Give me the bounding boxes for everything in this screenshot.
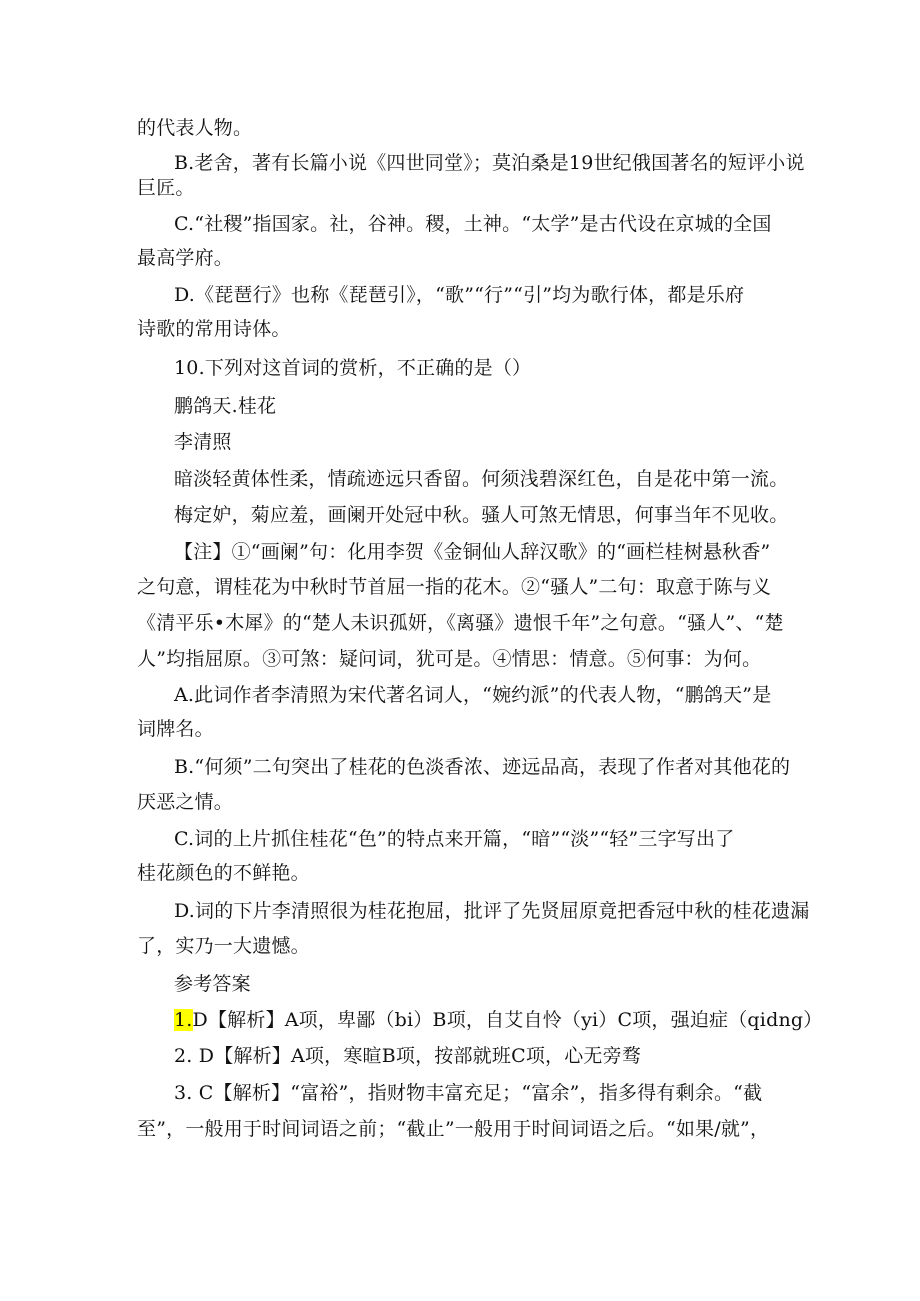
text-line: 桂花颜色的不鲜艳。 [137,862,310,884]
answer-3: 3. C【解析】“富裕”，指财物丰富充足；“富余”，指多得有剩余。“截 [174,1082,763,1104]
option-d-line: D.词的下片李清照很为桂花抱屈，批评了先贤屈原竟把香冠中秋的桂花遗漏 [174,900,810,922]
answer-2: 2. D【解析】A项，寒暄B项，按部就班C项，心无旁骛 [174,1045,642,1067]
option-b-line: B.老舍，著有长篇小说《四世同堂》；莫泊桑是19世纪俄国著名的短评小说 [174,152,805,174]
option-d-line: D.《琵琶行》也称《琵琶引》，“歌”“行”“引”均为歌行体，都是乐府 [174,284,745,306]
text-line: 的代表人物。 [137,117,253,139]
note-line: 人”均指屈原。③可煞：疑问词，犹可是。④情思：情意。⑤何事：为何。 [137,648,762,670]
text-line: 词牌名。 [137,718,214,740]
option-c-line: C.“社稷”指国家。社，谷神。稷，土神。“太学”是古代设在京城的全国 [174,213,772,235]
note-line: 之句意，谓桂花为中秋时节首屈一指的花木。②“骚人”二句：取意于陈与义 [137,576,772,598]
text-line: 诗歌的常用诗体。 [137,318,291,340]
text-line: 厌恶之情。 [137,791,234,813]
option-a-line: A.此词作者李清照为宋代著名词人，“婉约派”的代表人物，“鹏鸽天”是 [174,684,772,706]
poem-title: 鹏鸽天.桂花 [174,395,277,417]
text-line: 至”，一般用于时间词语之前；“截止”一般用于时间词语之后。“如果/就”， [137,1118,770,1140]
note-line: 【注】①“画阑”句：化用李贺《金铜仙人辞汉歌》的“画栏桂树悬秋香” [174,541,771,563]
question-10: 10.下列对这首词的赏析，不正确的是（） [174,357,532,379]
text-line: 最高学府。 [137,247,234,269]
poem-line-2: 梅定妒，菊应羞，画阑开处冠中秋。骚人可煞无情思，何事当年不见收。 [174,504,789,526]
answer-1 [174,1008,822,1032]
text-line: 巨匠。 [137,177,195,199]
poem-author: 李清照 [174,431,232,453]
option-b-line: B.“何须”二句突出了桂花的色淡香浓、迹远品高，表现了作者对其他花的 [174,756,791,778]
answer-1-text: D【解析】A项，卑鄙（bi）B项，自艾自怜（yi）C项，强迫症（qidng） [192,1009,823,1031]
text-line: 了，实乃一大遗憾。 [137,935,310,957]
option-c-line: C.词的上片抓住桂花“色”的特点来开篇，“暗”“淡”“轻”三字写出了 [174,828,735,850]
note-line: 《清平乐•木犀》的“楚人未识孤妍，《离骚》遗恨千年”之句意。“骚人”、“楚 [137,612,784,634]
answers-heading: 参考答案 [174,973,251,995]
highlight: 1. [174,1009,193,1031]
poem-line-1: 暗淡轻黄体性柔，情疏迹远只香留。何须浅碧深红色，自是花中第一流。 [174,468,789,490]
